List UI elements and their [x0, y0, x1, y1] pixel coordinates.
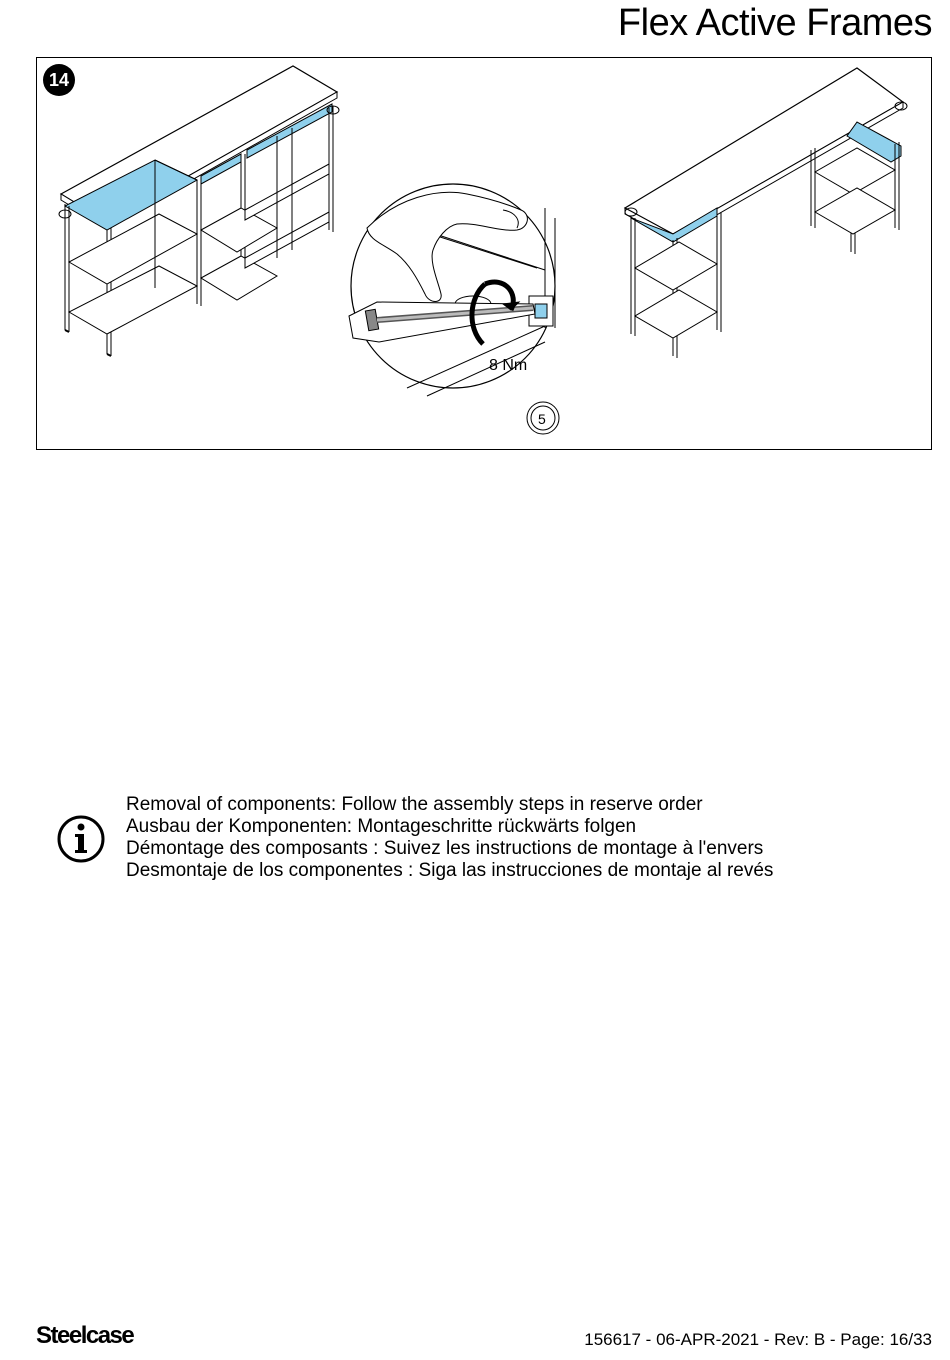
step-panel — [36, 57, 932, 450]
step-number-badge: 14 — [43, 64, 75, 96]
info-line-es: Desmontaje de los componentes : Siga las instrucciones de montaje al revés — [126, 860, 774, 881]
info-icon — [56, 814, 106, 864]
step-illustration — [37, 58, 931, 449]
shelving-unit-illustration — [59, 66, 339, 356]
document-info: 156617 - 06-APR-2021 - Rev: B - Page: 16/33 — [584, 1330, 932, 1349]
hex-key-size-label: 5 — [538, 411, 546, 427]
info-line-de: Ausbau der Komponenten: Montageschritte rückwärts folgen — [126, 816, 637, 837]
brand-logo: Steelcase — [36, 1322, 134, 1349]
desk-frame-illustration — [625, 68, 907, 358]
info-line-en: Removal of components: Follow the assembly steps in reserve order — [126, 794, 703, 815]
torque-value: 8 Nm — [489, 357, 528, 374]
info-text — [126, 794, 773, 882]
info-line-fr: Démontage des composants : Suivez les instructions de montage à l'envers — [126, 838, 764, 859]
document-title: Flex Active Frames — [617, 2, 932, 44]
